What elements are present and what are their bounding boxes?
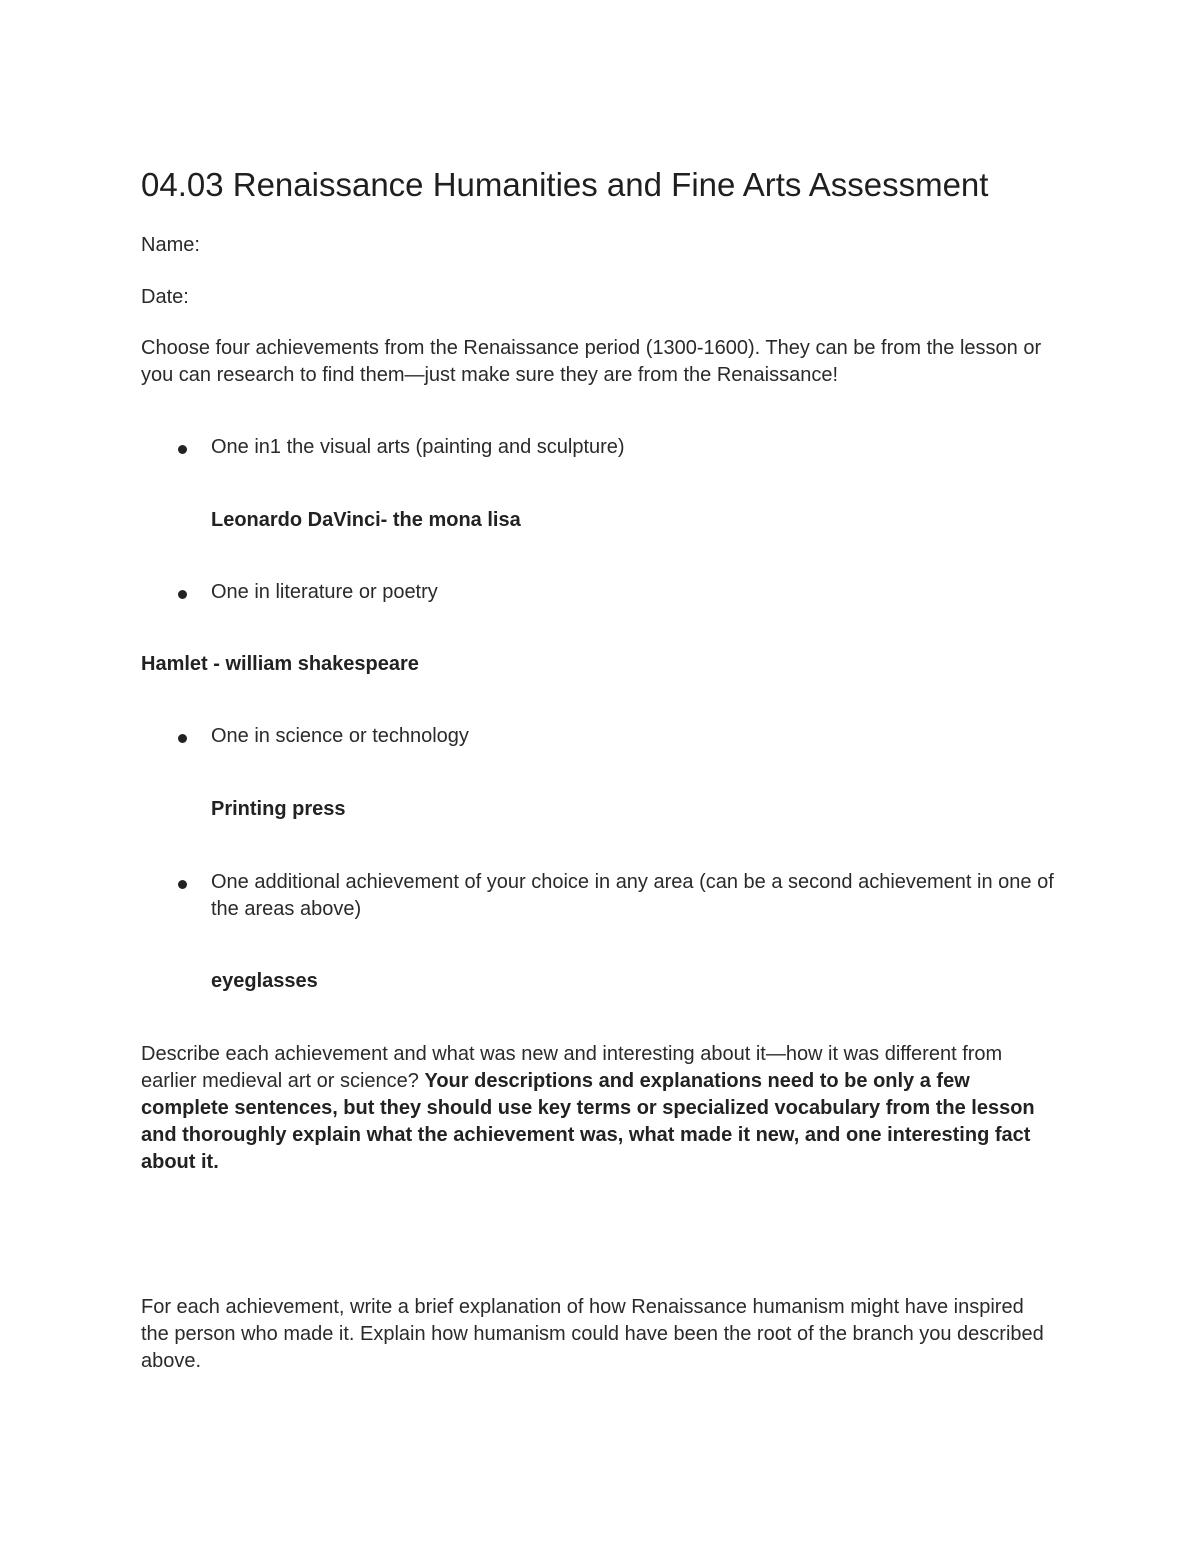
item-answer: Printing press <box>211 798 346 820</box>
list-item <box>0 579 1200 633</box>
describe-requirements: Your descriptions and explanations need to be only a few complete sentences, but they should use key terms or specialized vocabulary from the lesson and thoroughly explain what the achievement was, what made it new, and one interesting fact about it. <box>141 1070 1035 1173</box>
page-title: 04.03 Renaissance Humanities and Fine Arts Assessment <box>141 166 989 203</box>
item-answer: eyeglasses <box>211 970 318 992</box>
list-item <box>0 869 1200 929</box>
intro-paragraph: Choose four achievements from the Renaissance period (1300-1600). They can be from the lesson or you can research to find them—just make sure they are from the Renaissance! <box>141 337 1042 386</box>
describe-instruction: Describe each achievement and what was new and interesting about it—how it was different from earlier medieval art or science? <box>141 1043 1003 1092</box>
bullet-icon <box>178 590 187 599</box>
item-prompt: One in science or technology <box>211 725 469 747</box>
bullet-icon <box>178 734 187 743</box>
item-prompt: One in literature or poetry <box>211 581 438 603</box>
item-answer: Leonardo DaVinci- the mona lisa <box>211 509 521 531</box>
name-label: Name: <box>141 234 200 256</box>
list-item <box>0 434 1200 488</box>
describe-paragraph <box>141 1041 1041 1176</box>
humanism-paragraph: For each achievement, write a brief explanation of how Renaissance humanism might have inspired the person who made it. Explain how humanism could have been the root of the branch you described above. <box>141 1296 1044 1372</box>
list-item <box>0 723 1200 777</box>
item-answer: Hamlet - william shakespeare <box>141 653 419 675</box>
bullet-icon <box>178 445 187 454</box>
item-prompt: One additional achievement of your choice in any area (can be a second achievement in one of the areas above) <box>211 871 1054 920</box>
date-label: Date: <box>141 286 189 308</box>
bullet-icon <box>178 880 187 889</box>
item-prompt: One in1 the visual arts (painting and sculpture) <box>211 436 625 458</box>
